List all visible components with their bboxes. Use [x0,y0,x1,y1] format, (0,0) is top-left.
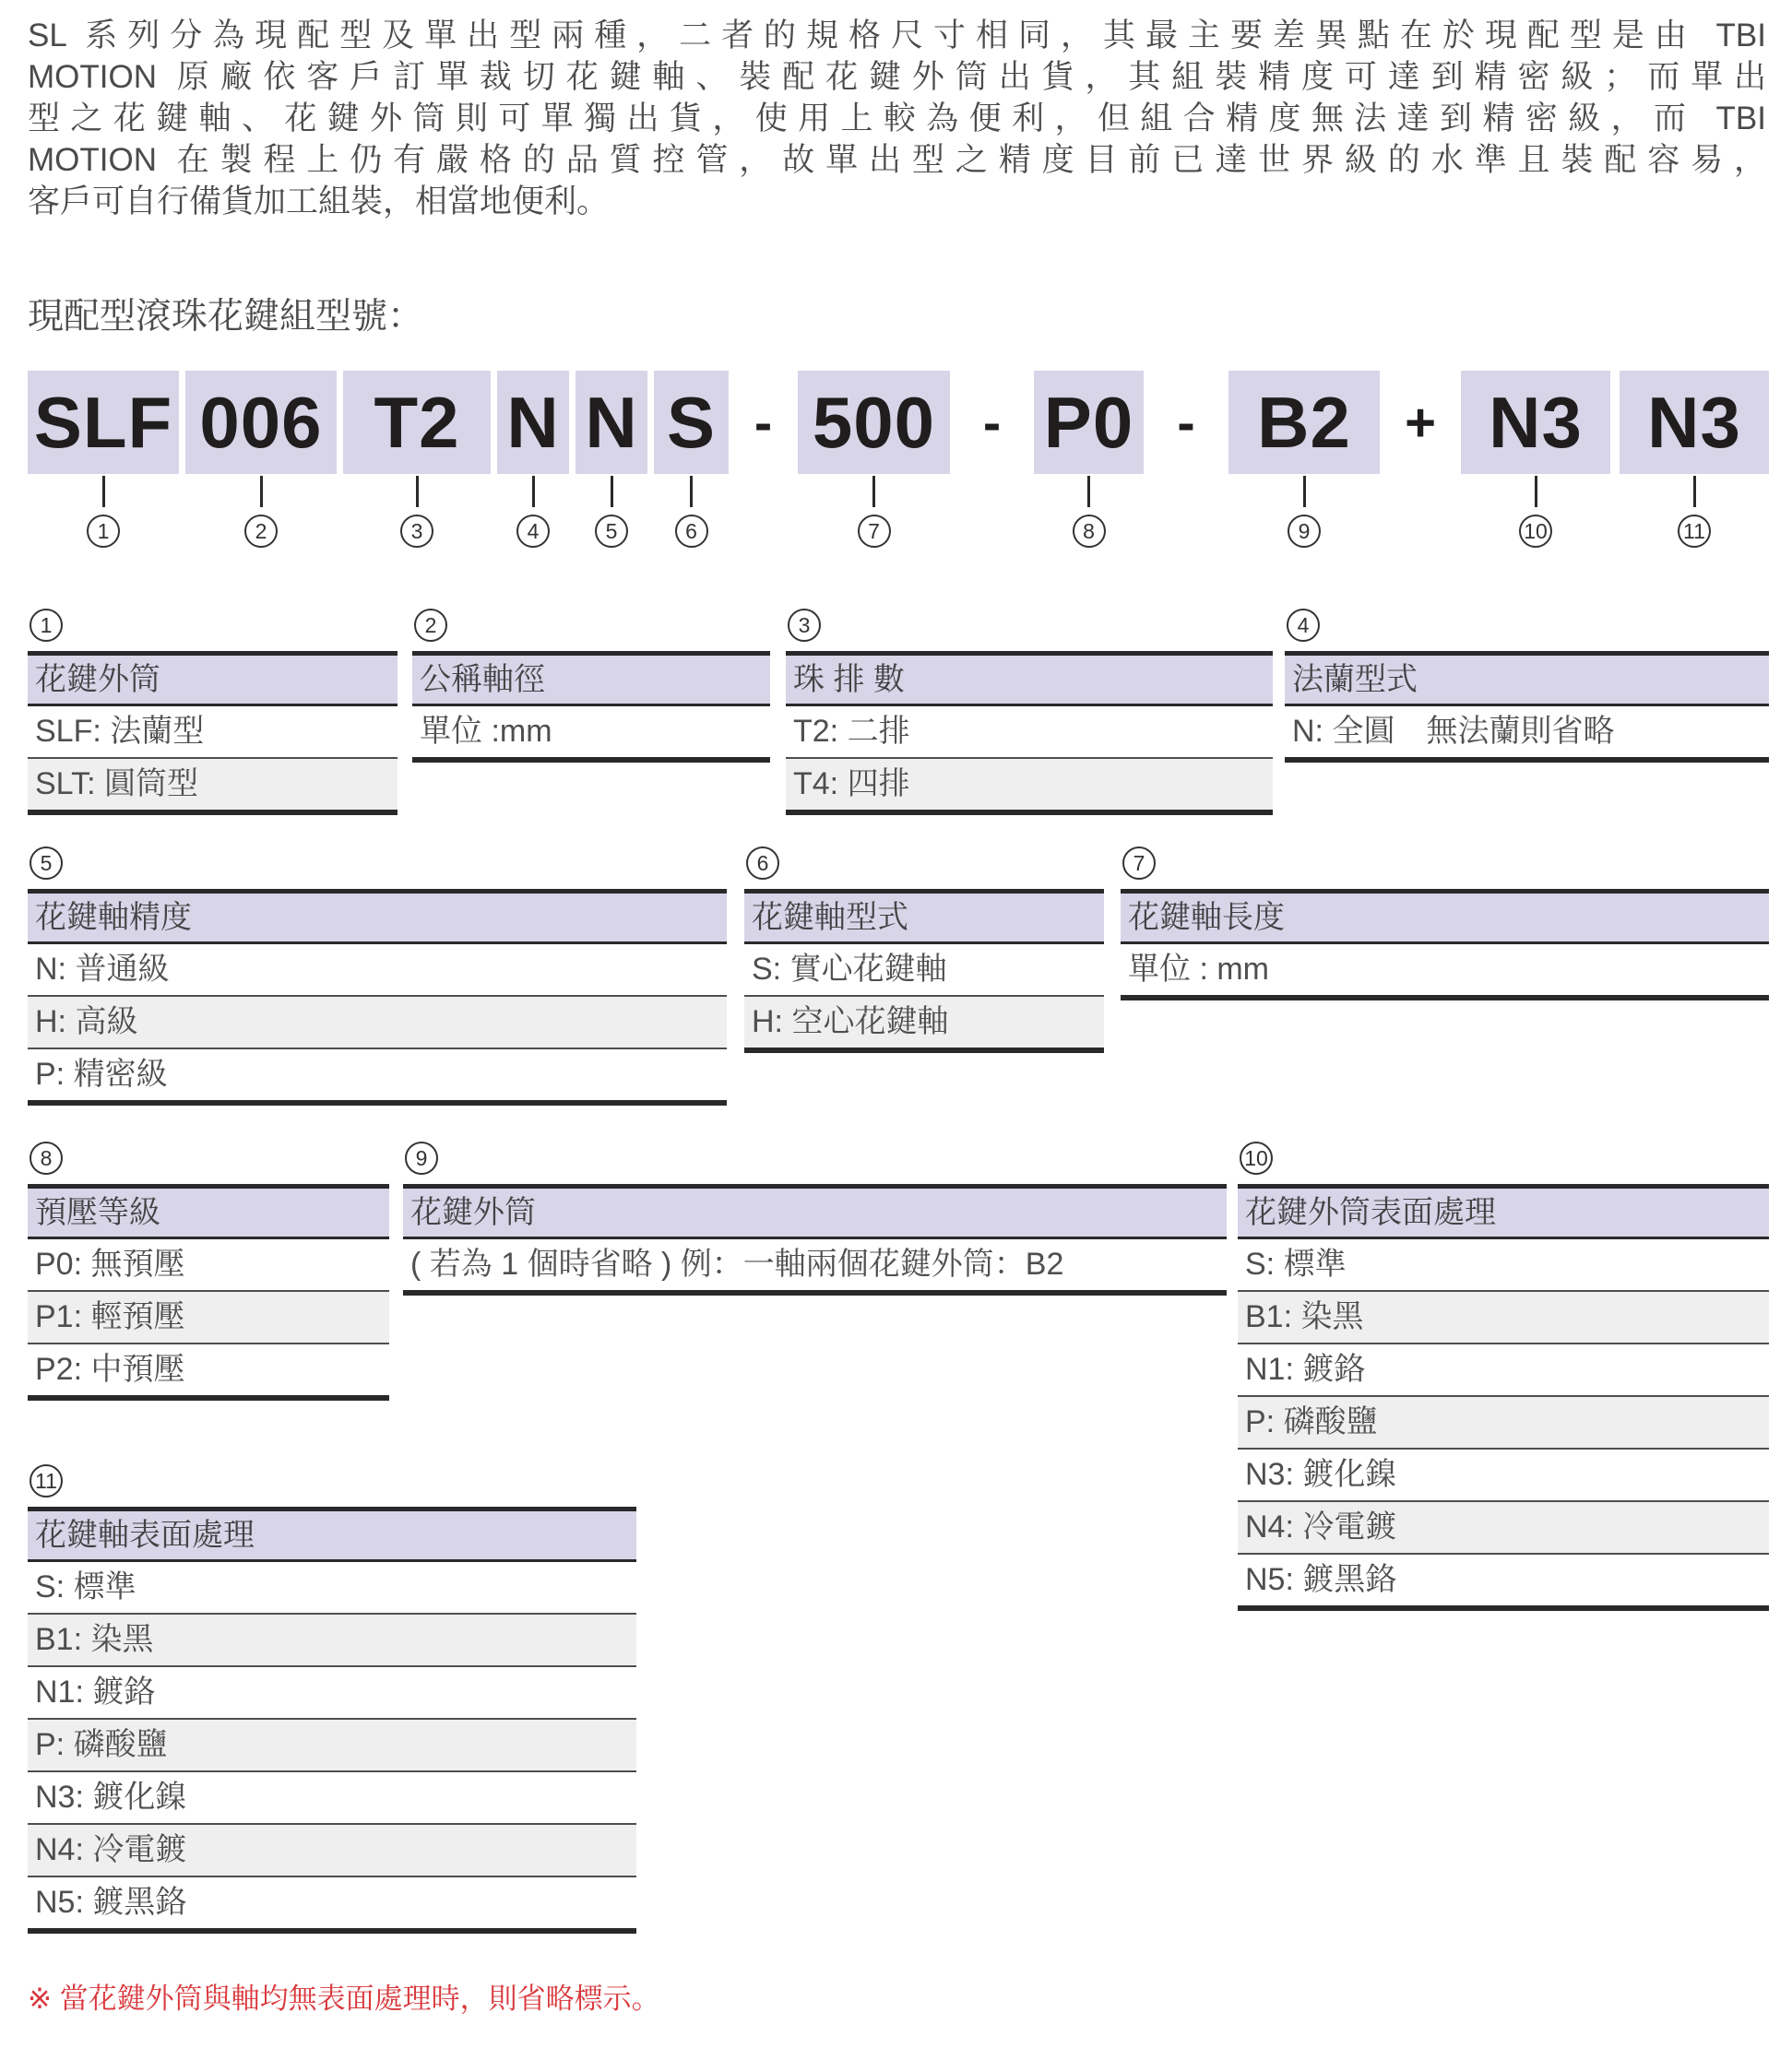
model-segment-box: N3 [1461,371,1610,474]
table-header: 花鍵軸表面處理 [28,1507,636,1562]
legend-number: 6 [746,846,779,880]
table-header: 法蘭型式 [1285,651,1769,706]
legend-number: 7 [1122,846,1156,880]
marker-line [1535,476,1537,507]
table-row: P: 精密級 [28,1049,727,1106]
table-row: S: 實心花鍵軸 [744,944,1104,997]
legend-number: 9 [405,1142,438,1175]
marker-line [102,476,105,507]
table-row: N5: 鍍黑鉻 [1238,1555,1769,1611]
legend-number: 4 [1287,609,1320,642]
marker-line [690,476,693,507]
intro-line: SL 系列分為現配型及單出型兩種，二者的規格尺寸相同，其最主要差異點在於現配型是由 TBI [28,18,1766,53]
table-row: N1: 鍍鉻 [28,1667,636,1720]
model-segment [1620,371,1769,548]
legend-table-3 [786,609,1273,815]
marker-circle: 11 [1678,515,1711,548]
marker-line [416,476,419,507]
intro-paragraph [28,15,1766,222]
legend-table-6 [744,846,1104,1053]
marker-circle: 7 [858,515,891,548]
table-row: P1: 輕預壓 [28,1292,389,1344]
table-header: 預壓等級 [28,1184,389,1239]
marker-line [872,476,875,507]
table-row: N: 普通級 [28,944,727,997]
table-row: B1: 染黑 [1238,1292,1769,1344]
page-title: 現配型滾珠花鍵組型號： [28,297,424,337]
marker-circle: 5 [595,515,628,548]
legend-number: 11 [30,1464,63,1498]
table-row: T4: 四排 [786,759,1273,815]
legend-table-7 [1121,846,1769,1000]
model-segment [654,371,729,548]
table-header: 花鍵軸型式 [744,889,1104,944]
model-separator: - [754,392,773,453]
model-segment-box: 006 [185,371,337,474]
marker-line [1693,476,1696,507]
table-header: 花鍵軸精度 [28,889,727,944]
table-row: N3: 鍍化鎳 [28,1772,636,1825]
table-row: P0: 無預壓 [28,1239,389,1292]
marker-circle: 1 [87,515,120,548]
legend-table-2 [412,609,770,763]
table-row: SLT: 圓筒型 [28,759,398,815]
marker-circle: 2 [244,515,278,548]
table-header: 公稱軸徑 [412,651,770,706]
model-separator: + [1405,392,1436,453]
table-row: T2: 二排 [786,706,1273,759]
model-separator: - [1177,392,1195,453]
marker-circle: 3 [400,515,433,548]
marker-line [532,476,535,507]
marker-circle: 8 [1073,515,1106,548]
table-row: SLF: 法蘭型 [28,706,398,759]
legend-table-10 [1238,1142,1769,1611]
table-header: 花鍵軸長度 [1121,889,1769,944]
marker-circle: 9 [1288,515,1321,548]
model-segment-box: B2 [1228,371,1380,474]
legend-number: 3 [788,609,821,642]
model-segment-box: T2 [343,371,491,474]
model-segment-box: N [576,371,647,474]
model-segment-box: P0 [1034,371,1144,474]
marker-circle: 10 [1519,515,1552,548]
legend-number: 10 [1240,1142,1273,1175]
legend-number: 2 [414,609,447,642]
table-row: N5: 鍍黑鉻 [28,1877,636,1934]
table-header: 花鍵外筒 [403,1184,1227,1239]
table-row: S: 標準 [28,1562,636,1615]
model-segment-box: S [654,371,729,474]
table-row: H: 高級 [28,997,727,1049]
table-row: P: 磷酸鹽 [28,1720,636,1772]
table-row: ( 若為 1 個時省略 ) 例：一軸兩個花鍵外筒：B2 [403,1239,1227,1296]
model-segment-box: 500 [798,371,950,474]
table-row: N: 全圓 無法蘭則省略 [1285,706,1769,763]
table-header: 珠 排 數 [786,651,1273,706]
table-row: 單位 : mm [1121,944,1769,1000]
model-segment [497,371,569,548]
model-segment [1228,371,1380,548]
model-code-row [28,371,1769,548]
table-row: H: 空心花鍵軸 [744,997,1104,1053]
model-separator: - [982,392,1002,453]
table-row: N3: 鍍化鎳 [1238,1450,1769,1502]
legend-table-8 [28,1142,389,1401]
table-header: 花鍵外筒表面處理 [1238,1184,1769,1239]
model-segment [1034,371,1144,548]
marker-line [1303,476,1306,507]
table-row: P: 磷酸鹽 [1238,1397,1769,1450]
marker-line [611,476,613,507]
marker-circle: 4 [516,515,550,548]
marker-line [1087,476,1090,507]
legend-table-9 [403,1142,1227,1296]
legend-number: 8 [30,1142,63,1175]
table-row: N4: 冷電鍍 [28,1825,636,1877]
table-header: 花鍵外筒 [28,651,398,706]
model-segment [185,371,337,548]
table-row: N1: 鍍鉻 [1238,1344,1769,1397]
marker-circle: 6 [675,515,708,548]
legend-table-11 [28,1464,636,1934]
legend-table-1 [28,609,398,815]
marker-line [260,476,263,507]
intro-line: MOTION 在製程上仍有嚴格的品質控管，故單出型之精度目前已達世界級的水準且裝配容易， [28,142,1766,178]
legend-table-5 [28,846,727,1106]
table-row: P2: 中預壓 [28,1344,389,1401]
legend-table-4 [1285,609,1769,763]
model-segment [28,371,179,548]
model-segment [576,371,647,548]
intro-line: 型之花鍵軸、花鍵外筒則可單獨出貨，使用上較為便利，但組合精度無法達到精密級，而 TBI [28,101,1766,136]
legend-number: 1 [30,609,63,642]
model-segment-box: N3 [1620,371,1769,474]
intro-line: 客戶可自行備貨加工組裝，相當地便利。 [28,183,610,219]
model-segment-box: N [497,371,569,474]
intro-line: MOTION 原廠依客戶訂單裁切花鍵軸、裝配花鍵外筒出貨，其組裝精度可達到精密級；而單出 [28,59,1766,95]
model-segment [343,371,491,548]
model-segment [1461,371,1610,548]
table-row: N4: 冷電鍍 [1238,1502,1769,1555]
footnote: ※ 當花鍵外筒與軸均無表面處理時，則省略標示。 [28,1983,660,2015]
table-row: 單位 :mm [412,706,770,763]
legend-number: 5 [30,846,63,880]
model-segment-box: SLF [28,371,179,474]
table-row: B1: 染黑 [28,1615,636,1667]
model-segment [798,371,950,548]
table-row: S: 標準 [1238,1239,1769,1292]
